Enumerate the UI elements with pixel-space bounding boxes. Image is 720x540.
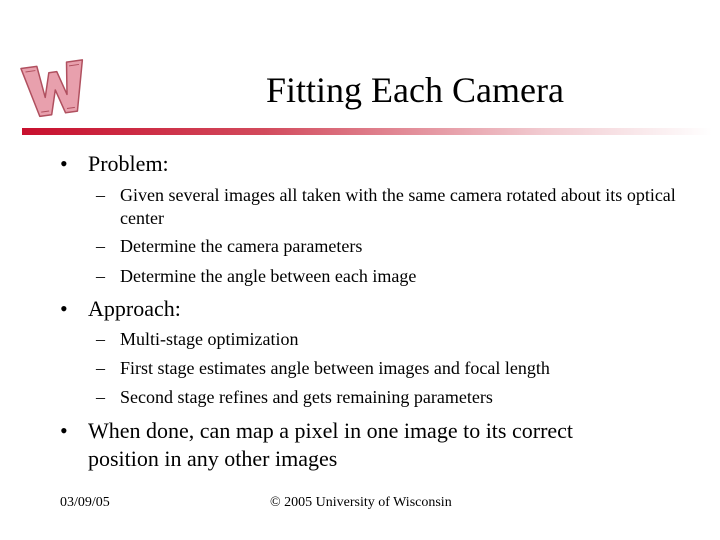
sub-bullet-text: Second stage refines and gets remaining parameters [120,387,493,407]
dash-icon: – [96,387,105,407]
dash-icon: – [96,185,105,205]
dash-icon: – [96,358,105,378]
bullet-text: Problem: [88,151,169,176]
dash-icon: – [96,266,105,286]
sub-bullet-text: Determine the camera parameters [120,236,363,256]
footer-copyright: © 2005 University of Wisconsin [270,495,452,510]
bullet-text: When done, can map a pixel in one image to its correct position in any other images [88,418,574,471]
dash-icon: – [96,329,105,349]
dash-icon: – [96,236,105,256]
bullet-text: Approach: [88,296,181,321]
footer-date: 03/09/05 [60,495,110,510]
sub-bullet-text: Multi-stage optimization [120,329,299,349]
sub-bullet-text: First stage estimates angle between images and focal length [120,358,550,378]
sub-bullet-text: Determine the angle between each image [120,266,417,286]
bullet-icon: • [60,151,68,176]
bullet-icon: • [60,296,68,321]
slide-title: Fitting Each Camera [266,70,564,110]
sub-bullet-text: Given several images all taken with the same camera rotated about its optical center [120,185,676,228]
bullet-icon: • [60,418,68,443]
